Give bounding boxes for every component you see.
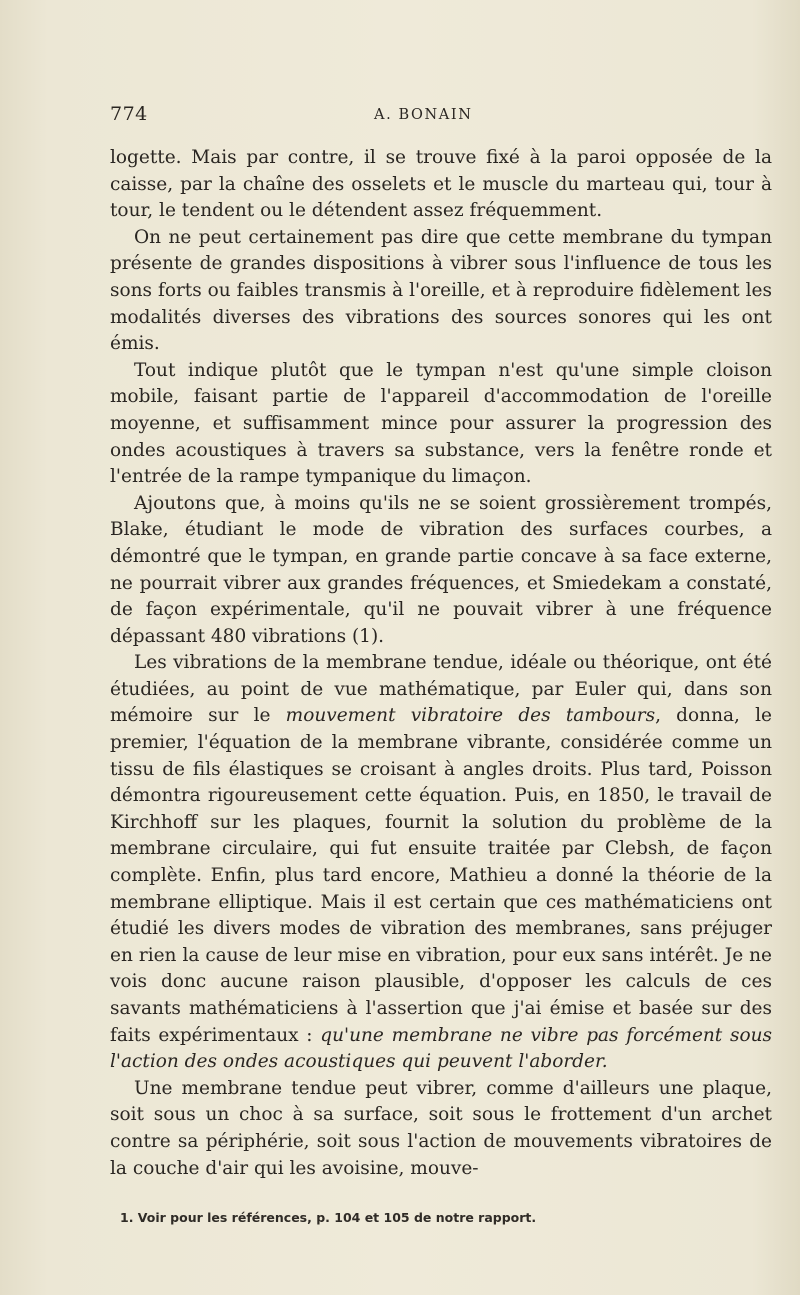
paragraph: [110, 650, 772, 1076]
paragraph: [110, 358, 772, 491]
page-number: 774: [110, 103, 148, 125]
running-head: A. BONAIN: [374, 107, 473, 123]
paragraph-text: Ajoutons que, à moins qu'ils ne se soient grossièrement trompés, Blake, étudiant le mode de vibration des surfaces courbes, a démontré que le tympan, en grande partie concave à sa face externe, ne pourrait vibrer aux grandes fréquences, et Smiedekam a constaté, de façon expérimentale, qu'il ne pouvait vibrer à une fréquence dépassant 480 vibrations (1).: [110, 492, 772, 647]
paragraph-text: Tout indique plutôt que le tympan n'est qu'une simple cloison mobile, faisant partie de l'appareil d'accommodation de l'oreille moyenne, et suffisamment mince pour assurer la progression des ondes acoustiques à travers sa substance, vers la fenêtre ronde et l'entrée de la rampe tympanique du limaçon.: [110, 359, 772, 488]
paragraph-text: Une membrane tendue peut vibrer, comme d'ailleurs une plaque, soit sous un choc à sa surface, soit sous le frottement d'un archet contre sa périphérie, soit sous l'action de mouvements vibratoires de la couche d'air qui les avoisine, mouve-: [110, 1077, 772, 1179]
paragraph-text: Les vibrations de la membrane tendue, idéale ou théorique, ont été étudiées, au point de vue mathématique, par Euler qui, dans son mémoire sur le: [110, 652, 772, 727]
page-header: [110, 103, 770, 129]
footnote: 1. Voir pour les références, p. 104 et 105 de notre rapport.: [120, 1210, 537, 1225]
paragraph-text: logette. Mais par contre, il se trouve fixé à la paroi opposée de la caisse, par la chaîne des osselets et le muscle du marteau qui, tour à tour, le tendent ou le détendent assez fréquemment.: [110, 147, 772, 222]
paragraph-text: On ne peut certainement pas dire que cette membrane du tympan présente de grandes dispositions à vibrer sous l'influence de tous les sons forts ou faibles transmis à l'oreille, et à reproduire fidèlement les modalités diverses des vibrations des sources sonores qui les ont émis.: [110, 226, 772, 355]
italic-text: qu'une membrane ne vibre pas forcément sous l'action des ondes acoustiques qui peuvent l'aborder.: [110, 1024, 772, 1073]
paragraph: [110, 145, 772, 225]
body-text: [110, 145, 772, 1182]
paragraph: [110, 491, 772, 651]
italic-text: mouvement vibratoire des tambours: [285, 705, 656, 727]
paragraph: [110, 225, 772, 358]
paragraph: [110, 1076, 772, 1182]
paragraph-text: , donna, le premier, l'équation de la membrane vibrante, considérée comme un tissu de fils élastiques se croisant à angles droits. Plus tard, Poisson démontra rigoureusement cette équation. Puis, en 1850, le travail de Kirchhoff sur les plaques, fournit la solution du problème de la membrane circulaire, qui fut ensuite traitée par Clebsh, de façon complète. Enfin, plus tard encore, Mathieu a donné la théorie de la membrane elliptique. Mais il est certain que ces mathématiciens ont étudié les divers modes de vibration des membranes, sans préjuger en rien la cause de leur mise en vibration, pour eux sans intérêt. Je ne vois donc aucune raison plausible, d'opposer les calculs de ces savants mathématiciens à l'assertion que j'ai émise et basée sur des faits expérimentaux :: [110, 705, 772, 1046]
